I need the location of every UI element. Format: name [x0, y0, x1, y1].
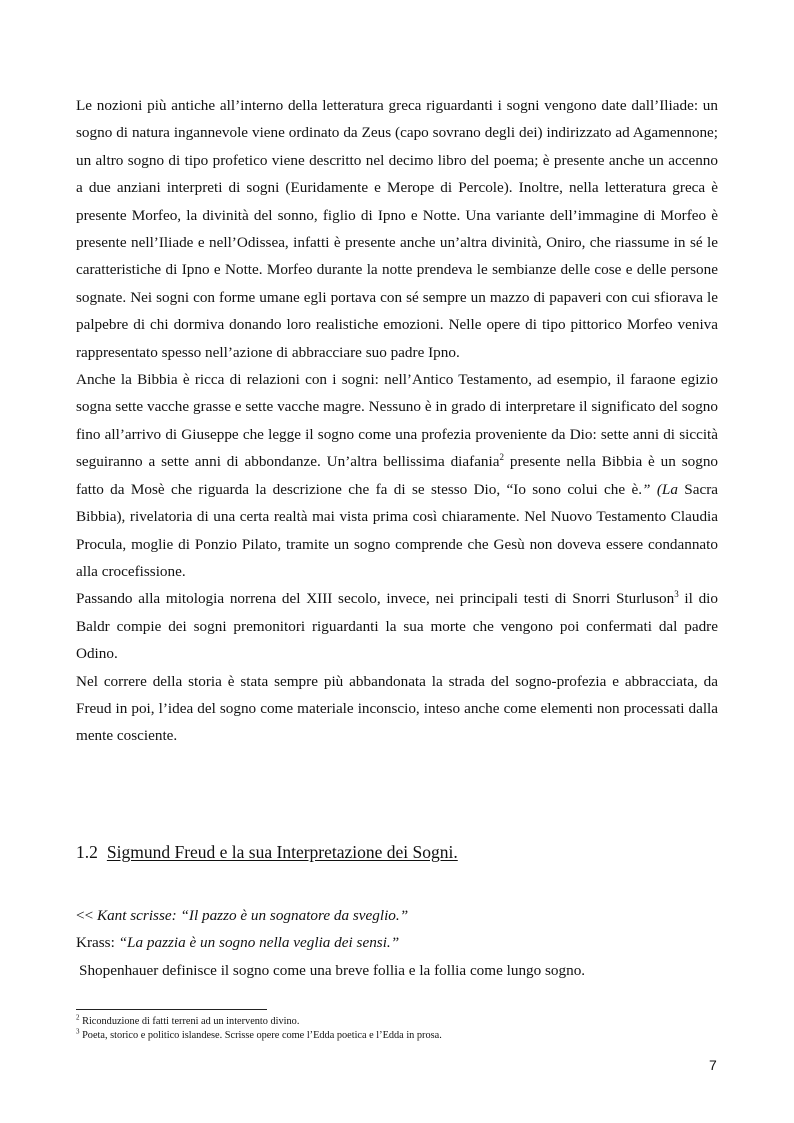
paragraph-freud-intro: Nel correre della storia è stata sempre più abbandonata la strada del sogno-profezia e abbracciata, da Freud in poi, l’idea del sogno come materiale inconscio, inteso anche come elementi non processati dalla mente cosciente. — [76, 672, 718, 745]
footnote-ref-2[interactable]: 2 — [499, 452, 504, 463]
section-title: Sigmund Freud e la sua Interpretazione dei Sogni. — [106, 842, 458, 862]
paragraph-bible-dreams — [76, 366, 718, 585]
footnote-number: 2 — [76, 1013, 80, 1022]
quote-text: “La pazzia è un sogno nella veglia dei sensi.” — [118, 934, 400, 952]
footnote-ref-3[interactable]: 3 — [674, 589, 679, 600]
footnote-text: Riconduzione di fatti terreni ad un intervento divino. — [79, 1016, 300, 1027]
quote-text: Kant scrisse: “Il pazzo è un sognatore da sveglio.” — [96, 907, 409, 924]
footnote-3 — [76, 1029, 736, 1043]
body-text — [76, 92, 718, 750]
quote-krass — [76, 929, 736, 956]
footnote-text: Poeta, storico e politico islandese. Scrisse opere come l’Edda poetica e l’Edda in prosa. — [79, 1030, 442, 1041]
footnote-2 — [76, 1015, 736, 1029]
quotes-block — [76, 902, 736, 984]
paragraph-text: Sacra Bibbia), rivelatoria di una certa realtà mai vista prima così chiaramente. Nel Nuovo Testamento Claudia Procula, moglie di Ponzio Pilato, tramite un sogno comprende che Gesù non doveva essere condannato alla crocefissione. — [76, 480, 719, 580]
quote-prefix: Krass: — [76, 934, 119, 952]
paragraph-text: presente nella Bibbia è un sogno fatto da Mosè che riguarda la descrizione che fa di se stesso Dio, “Io sono colui che è. — [76, 453, 719, 498]
page-number: 7 — [709, 1057, 717, 1073]
section-number: 1.2 — [76, 842, 98, 862]
paragraph-norse-dreams — [76, 585, 718, 667]
footnote-number: 3 — [76, 1027, 80, 1036]
paragraph-text: il dio Baldr compie dei sogni premonitori riguardanti la sua morte che vengono poi confermati dal padre Odino. — [76, 590, 718, 663]
footnotes — [76, 1015, 736, 1043]
paragraph-greek-dreams: Le nozioni più antiche all’interno della letteratura greca riguardanti i sogni vengono date dall’Iliade: un sogno di natura ingannevole viene ordinato da Zeus (capo sovrano degli dei) indirizzato ad Agamennone; un altro sogno di tipo profetico viene descritto nel decimo libro del poema; è presente anche un accenno a due anziani interpreti di sogni (Euridamente e Merope di Percole). Inoltre, nella letteratura greca è presente Morfeo, la divinità del sonno, figlio di Ipno e Notte. Una variante dell’immagine di Morfeo è presente nell’Iliade e nell’Odissea, infatti è presente anche un’altra divinità, Oniro, che riassume in sé le caratteristiche di Ipno e Notte. Morfeo durante la notte prendeva le sembianze delle cose e delle persone sognate. Nei sogni con forme umane egli portava con sé sempre un mazzo di papaveri con cui sfiorava le palpebre di chi dormiva donando loro realistiche emozioni. Nelle opere di tipo pittorico Morfeo veniva rappresentato spesso nell’azione di abbracciare suo padre Ipno. — [76, 97, 718, 361]
quote-prefix: << — [76, 907, 97, 924]
section-heading — [76, 840, 458, 864]
quote-prefix: Shopenhauer definisce il sogno come una breve follia e la follia come lungo sogno. — [79, 961, 586, 979]
italic-citation: ” (La — [642, 480, 678, 498]
quote-kant — [76, 902, 736, 929]
paragraph-text: Anche la Bibbia è ricca di relazioni con i sogni: nell’Antico Testamento, ad esempio, il faraone egizio sogna sette vacche grasse e sette vacche magre. Nessuno è in grado di interpretare il significato del sogno fino all’arrivo di Giuseppe che legge il sogno come una profezia proveniente da Dio: sette anni di siccità seguiranno a sette anni di abbondanze. Un’altra bellissima diafania — [76, 371, 718, 471]
paragraph-text: Passando alla mitologia norrena del XIII secolo, invece, nei principali testi di Snorri Sturluson — [76, 590, 675, 608]
quote-shopenhauer — [76, 957, 736, 984]
footnote-separator — [76, 1009, 267, 1010]
